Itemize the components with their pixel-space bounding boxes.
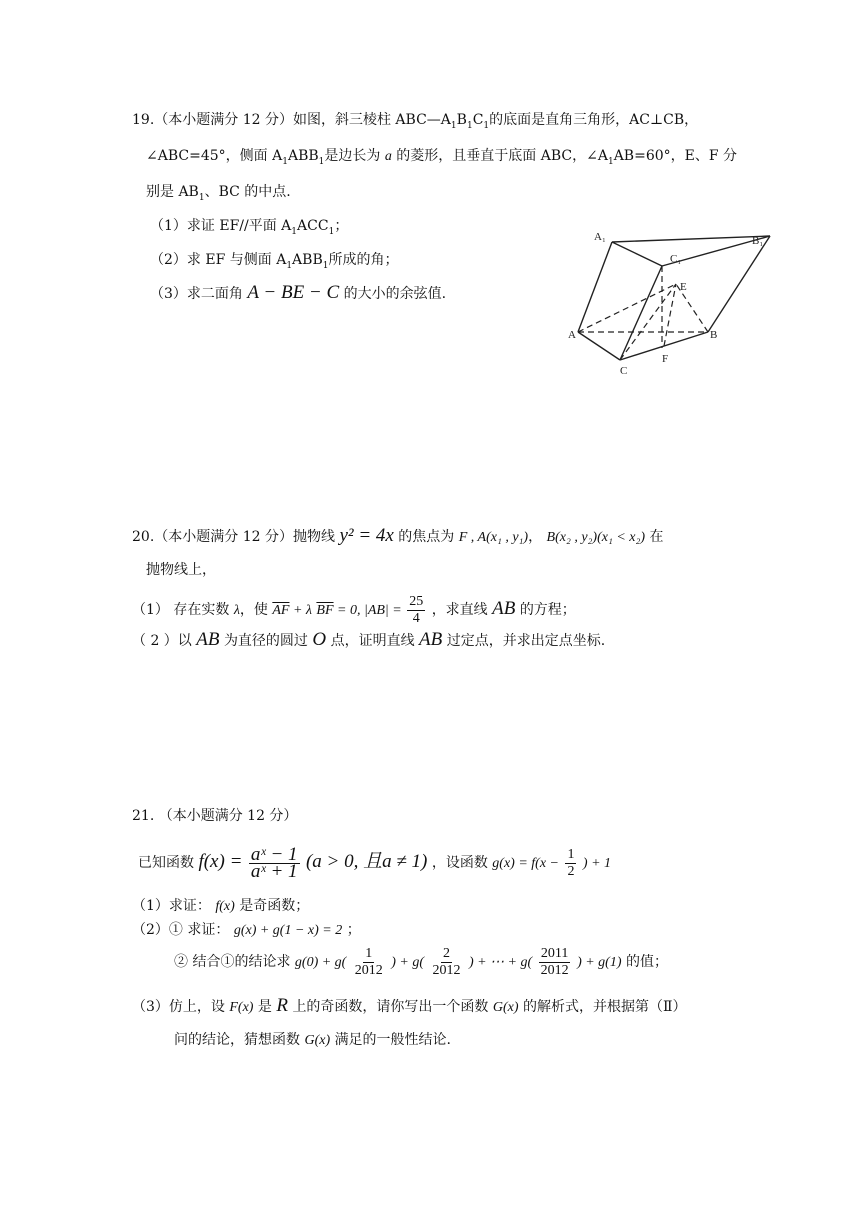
q19-text: （1）求证 EF//平面 A (150, 218, 292, 234)
q21-frac-1 (353, 946, 385, 979)
frac-num: 2011 (540, 945, 569, 961)
q21-R: R (276, 995, 288, 1016)
frac-den: aˣ + 1 (250, 860, 298, 882)
q21-Fx: F(x) (229, 1000, 254, 1015)
q19-text: 的菱形，且垂直于底面 ABC，∠A (396, 148, 608, 164)
q20-text: （ 2 ）以 (132, 633, 192, 649)
q21-text: ② 结合①的结论求 (174, 954, 291, 970)
frac-den: 2012 (540, 962, 569, 978)
prism-figure (566, 228, 776, 376)
q21-condition: (a > 0, 且a ≠ 1) (305, 851, 428, 872)
q20-vector-AF: $\overline{AF}$ (272, 603, 290, 618)
q19-var: a (384, 149, 392, 164)
frac-den: 2 (567, 863, 575, 879)
sub: 1 (282, 156, 288, 167)
q20-text: 点，证明直线 (330, 633, 415, 649)
q21-half (565, 847, 576, 880)
q21-text: 问的结论，猜想函数 (174, 1032, 300, 1048)
q21-gx: ) + 1 (582, 856, 612, 871)
q20-text: 为直径的圆过 (223, 633, 308, 649)
q21-sum: ) + g( (391, 955, 425, 970)
q20-fraction (407, 594, 425, 627)
q20-AB: AB (419, 629, 443, 650)
sub: 1 (318, 156, 325, 167)
sub: 1 (322, 260, 329, 271)
q19-text: 、BC 的中点. (204, 184, 291, 200)
q21-text: ； (346, 922, 361, 938)
q20-AB: AB (196, 629, 220, 650)
q19-line3 (146, 182, 291, 208)
q19-part3 (150, 283, 446, 304)
q21-equation: g(x) + g(1 − x) = 2 (233, 923, 343, 938)
q21-part2b (174, 942, 668, 983)
q21-fraction (249, 843, 300, 882)
q21-part1 (132, 896, 309, 917)
q20-equation: y² = 4x (339, 525, 394, 546)
frac-den: 4 (412, 610, 420, 626)
q20-op: + λ (289, 603, 312, 618)
q21-text: 已知函数 (138, 855, 194, 871)
q21-text: 21. （本小题满分 12 分） (132, 808, 298, 824)
q19-part1 (150, 216, 348, 242)
q19-line1 (132, 110, 698, 136)
q21-sum: g(0) + g( (294, 955, 347, 970)
frac-num: 2 (442, 945, 450, 961)
q19-text: 别是 AB (146, 184, 199, 200)
q19-text: 的底面是直角三角形，AC⊥CB， (489, 112, 699, 128)
q19-text: （2）求 EF 与侧面 A (150, 252, 287, 268)
label-A1: A₁ (594, 231, 606, 243)
q20-O: O (312, 629, 327, 650)
q21-frac-3 (539, 946, 571, 979)
q21-sum: ) + g(1) (577, 955, 622, 970)
q21-text: 的解析式，并根据第（Ⅱ） (523, 999, 687, 1015)
q21-text: 是奇函数； (239, 898, 310, 914)
frac-num: aˣ − 1 (250, 843, 298, 865)
q21-text: 的值； (625, 954, 668, 970)
sub: 1 (291, 226, 298, 237)
q21-part3 (132, 996, 687, 1018)
q19-text: ； (334, 218, 349, 234)
q21-head (132, 806, 297, 826)
q20-text: 在 (649, 529, 664, 545)
q20-expr: F , A(x₁ , y₁) (458, 530, 529, 545)
label-C1: C₁ (670, 253, 682, 265)
q21-text: 上的奇函数，请你写出一个函数 (292, 999, 489, 1015)
q21-frac-2 (430, 946, 462, 979)
label-F: F (662, 353, 669, 365)
q20-part2 (132, 630, 605, 651)
q21-text: 满足的一般性结论. (334, 1032, 452, 1048)
q21-gx: g(x) = f(x − (492, 856, 559, 871)
frac-num: 25 (409, 593, 424, 609)
q20-text: ，使 (239, 602, 268, 618)
q19-text: 的大小的余弦值. (343, 286, 447, 302)
q19-text: C (472, 112, 484, 128)
q20-part1 (132, 592, 576, 628)
q21-part2 (132, 920, 361, 941)
sub: 1 (607, 156, 614, 167)
q19-text: ∠ABC=45°，侧面 A (146, 148, 283, 164)
label-B1: B₁ (752, 235, 764, 247)
q20-line1 (132, 526, 663, 548)
q19-text: （3）求二面角 (150, 286, 243, 302)
q20-line2 (146, 560, 216, 580)
q19-text: ABB (292, 252, 323, 268)
q20-lambda: λ (233, 603, 240, 618)
sub: 1 (286, 260, 293, 271)
q20-text: ， (528, 529, 543, 545)
label-E: E (680, 281, 687, 293)
q19-expr: A − BE − C (247, 282, 340, 303)
q20-text: 的焦点为 (398, 529, 455, 545)
q21-line1 (138, 840, 611, 886)
q19-text: AB=60°，E、F 分 (613, 148, 738, 164)
frac-den: 2012 (432, 962, 461, 978)
q20-text: 的方程； (519, 602, 576, 618)
frac-num: 1 (567, 846, 575, 862)
q21-sum: ) + ⋯ + g( (468, 955, 533, 970)
label-B: B (710, 329, 718, 341)
q20-vector-BF: $\overline{BF}$ (316, 603, 334, 618)
q20-text: ，求直线 (431, 602, 488, 618)
q19-text: 是边长为 (324, 148, 381, 164)
q21-text: ，设函数 (431, 855, 488, 871)
sub: 1 (483, 120, 490, 131)
q19-part2 (150, 250, 398, 276)
q21-text: （1）求证： (132, 898, 211, 914)
label-C: C (620, 365, 628, 376)
q21-text: （2）① 求证： (132, 922, 230, 938)
q21-Gx: G(x) (492, 1000, 519, 1015)
q19-line2 (146, 146, 737, 172)
q21-fx: f(x) (215, 899, 235, 914)
q20-text: 20.（本小题满分 12 分）抛物线 (132, 529, 335, 545)
q19-text: ACC (297, 218, 329, 234)
q20-expr: = 0, |AB| = (333, 603, 406, 618)
q20-text: （1） 存在实数 (132, 602, 230, 618)
q19-text: 19.（本小题满分 12 分）如图，斜三棱柱 ABC—A (132, 112, 451, 128)
sub: 1 (198, 192, 205, 203)
q20-text: 过定点，并求出定点坐标. (446, 633, 606, 649)
label-A: A (568, 329, 576, 341)
sub: 1 (328, 226, 335, 237)
q19-text: ABB (287, 148, 319, 164)
q20-AB: AB (492, 598, 516, 619)
sub: 1 (450, 120, 457, 131)
q19-text: B (456, 112, 467, 128)
q20-expr: B(x₂ , y₂)(x₁ < x₂) (546, 530, 646, 545)
q21-Gx: G(x) (304, 1033, 331, 1048)
q21-text: （3）仿上，设 (132, 999, 225, 1015)
frac-den: 2012 (354, 962, 383, 978)
q21-text: 是 (257, 999, 272, 1015)
q21-fx: f(x) = (198, 851, 243, 872)
sub: 1 (466, 120, 473, 131)
q20-text: 抛物线上， (146, 562, 216, 578)
q19-text: 所成的角； (328, 252, 399, 268)
q21-part3b (174, 1030, 451, 1051)
frac-num: 1 (365, 945, 373, 961)
